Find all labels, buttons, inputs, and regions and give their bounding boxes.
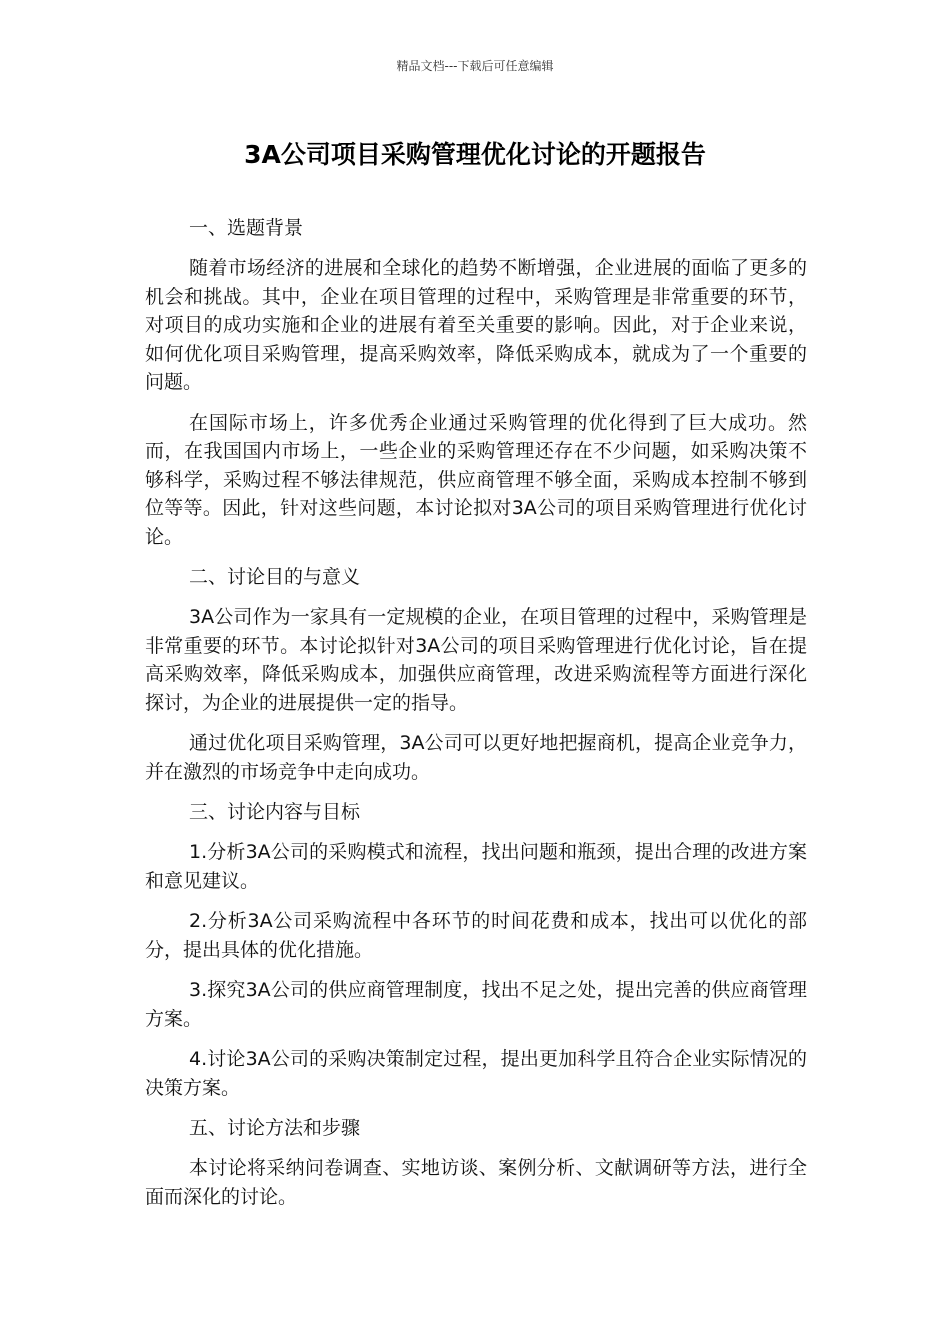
- list-item-content-1: 1.分析3A公司的采购模式和流程，找出问题和瓶颈，提出合理的改进方案和意见建议。: [145, 841, 807, 892]
- paragraph-background-1: 随着市场经济的进展和全球化的趋势不断增强，企业进展的面临了更多的机会和挑战。其中，企业在项目管理的过程中，采购管理是非常重要的环节，对项目的成功实施和企业的进展有着至关重要的影响。因此，对于企业来说，如何优化项目采购管理，提高采购效率，降低采购成本，就成为了一个重要的问题。: [145, 257, 807, 393]
- paragraph-purpose-2: 通过优化项目采购管理，3A公司可以更好地把握商机，提高企业竞争力，并在激烈的市场竞争中走向成功。: [145, 732, 807, 783]
- paragraph-background-2: 在国际市场上，许多优秀企业通过采购管理的优化得到了巨大成功。然而，在我国国内市场上，一些企业的采购管理还存在不少问题，如采购决策不够科学，采购过程不够法律规范，供应商管理不够全面，采购成本控制不够到位等等。因此，针对这些问题，本讨论拟对3A公司的项目采购管理进行优化讨论。: [145, 411, 807, 548]
- section-heading-content: 三、讨论内容与目标: [189, 801, 361, 823]
- list-item-content-2: 2.分析3A公司采购流程中各环节的时间花费和成本，找出可以优化的部分，提出具体的优化措施。: [145, 910, 807, 961]
- document-title: 3A公司项目采购管理优化讨论的开题报告: [244, 140, 706, 169]
- header-note: 精品文档---下载后可任意编辑: [396, 59, 554, 73]
- section-heading-methods: 五、讨论方法和步骤: [189, 1117, 361, 1139]
- list-item-content-4: 4.讨论3A公司的采购决策制定过程，提出更加科学且符合企业实际情况的决策方案。: [145, 1048, 807, 1099]
- document-body: [145, 214, 807, 1223]
- paragraph-methods-1: 本讨论将采纳问卷调查、实地访谈、案例分析、文献调研等方法，进行全面而深化的讨论。: [145, 1157, 807, 1208]
- paragraph-purpose-1: 3A公司作为一家具有一定规模的企业，在项目管理的过程中，采购管理是非常重要的环节。本讨论拟针对3A公司的项目采购管理进行优化讨论，旨在提高采购效率，降低采购成本，加强供应商管理，改进采购流程等方面进行深化探讨，为企业的进展提供一定的指导。: [145, 606, 807, 714]
- section-heading-background: 一、选题背景: [189, 217, 304, 239]
- list-item-content-3: 3.探究3A公司的供应商管理制度，找出不足之处，提出完善的供应商管理方案。: [145, 979, 807, 1030]
- section-heading-purpose: 二、讨论目的与意义: [189, 566, 361, 588]
